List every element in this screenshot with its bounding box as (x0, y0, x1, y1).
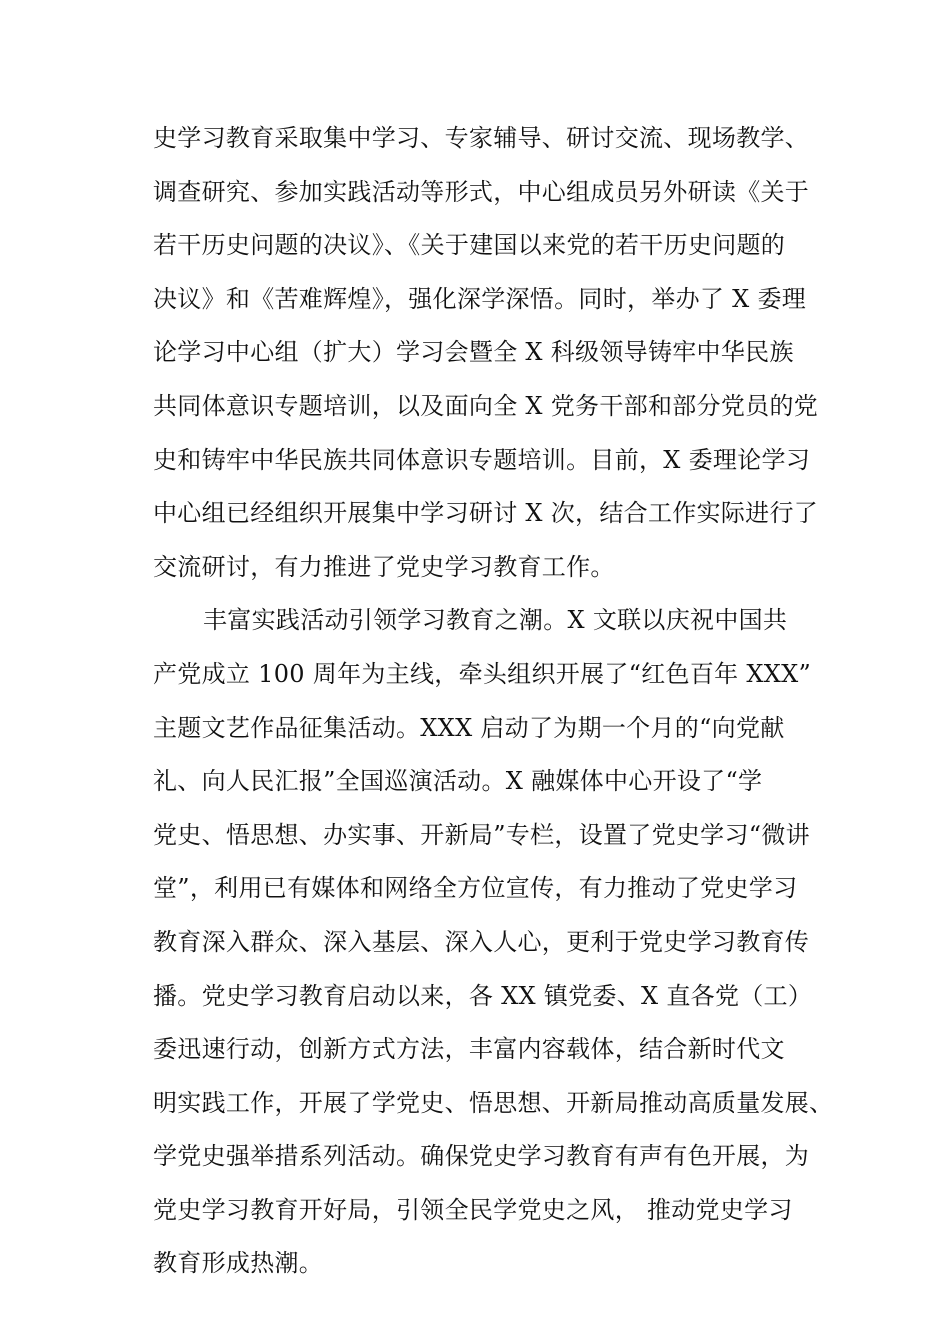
text-line: 论学习中心组（扩大）学习会暨全 X 科级领导铸牢中华民族 (153, 338, 794, 367)
text-line: 共同体意识专题培训，以及面向全 X 党务干部和部分党员的党 (153, 391, 819, 420)
paragraph-1 (153, 112, 843, 594)
text-line: 党史、悟思想、办实事、开新局”专栏，设置了党史学习“微讲 (153, 820, 810, 849)
document-body (153, 112, 843, 1291)
text-line: 委迅速行动，创新方式方法，丰富内容载体，结合新时代文 (153, 1035, 785, 1064)
text-line: 史学习教育采取集中学习、专家辅导、研讨交流、现场教学、 (153, 124, 810, 152)
text-line: 礼、向人民汇报”全国巡演活动。X 融媒体中心开设了“学 (153, 767, 763, 796)
text-line-first: 丰富实践活动引领学习教育之潮。X 文联以庆祝中国共 (203, 606, 788, 635)
text-line: 播。党史学习教育启动以来，各 XX 镇党委、X 直各党（工） (153, 981, 813, 1010)
text-line: 产党成立 100 周年为主线，牵头组织开展了“红色百年 XXX” (153, 659, 812, 688)
paragraph-2 (153, 594, 843, 1291)
text-line: 史和铸牢中华民族共同体意识专题培训。目前，X 委理论学习 (153, 445, 811, 474)
text-line: 堂”，利用已有媒体和网络全方位宣传，有力推动了党史学习 (153, 874, 798, 903)
text-line: 学党史强举措系列活动。确保党史学习教育有声有色开展，为 (153, 1142, 810, 1171)
text-line: 中心组已经组织开展集中学习研讨 X 次，结合工作实际进行了 (153, 499, 819, 528)
text-line: 教育形成热潮。 (153, 1249, 324, 1278)
text-line: 主题文艺作品征集活动。XXX 启动了为期一个月的“向党献 (153, 713, 785, 742)
text-line: 教育深入群众、深入基层、深入人心，更利于党史学习教育传 (153, 927, 810, 956)
text-line: 若干历史问题的决议》、《关于建国以来党的若干历史问题的 (153, 231, 786, 260)
text-line: 决议》和《苦难辉煌》，强化深学深悟。同时，举办了 X 委理 (153, 284, 807, 313)
text-line: 明实践工作，开展了学党史、悟思想、开新局推动高质量发展、 (153, 1088, 834, 1117)
text-line: 交流研讨，有力推进了党史学习教育工作。 (153, 552, 615, 581)
text-line: 调查研究、参加实践活动等形式，中心组成员另外研读《关于 (153, 177, 810, 206)
text-line: 党史学习教育开好局，引领全民学党史之风， 推动党史学习 (153, 1195, 793, 1224)
